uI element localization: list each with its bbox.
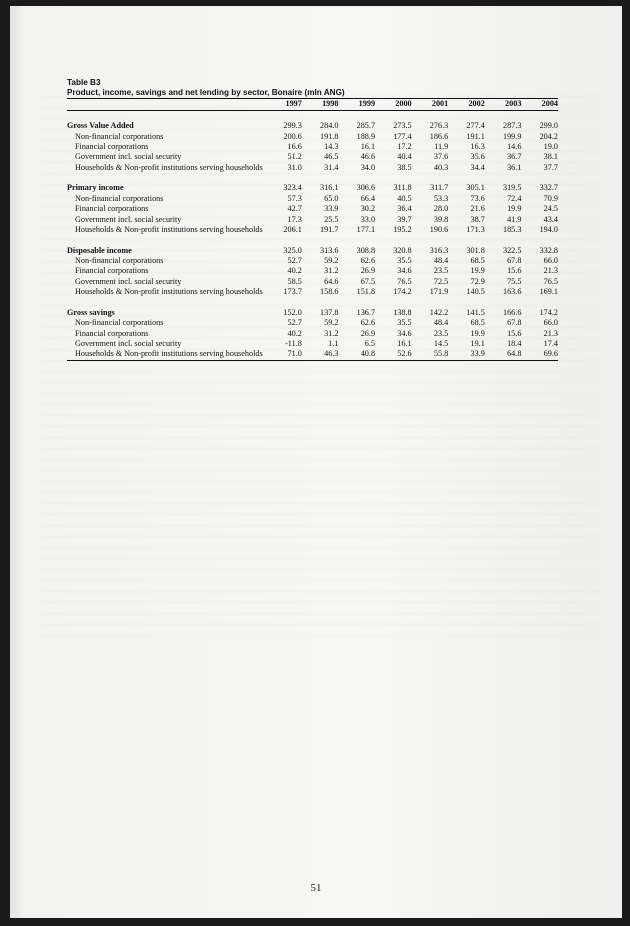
group-total-row bbox=[67, 121, 558, 131]
value-cell: 52.7 bbox=[287, 256, 302, 266]
value-cell: 75.5 bbox=[507, 276, 522, 286]
year-header: 2001 bbox=[431, 99, 449, 109]
table-row bbox=[67, 287, 558, 297]
value-cell: 188.9 bbox=[356, 131, 376, 141]
row-label: Households & Non-profit institutions serving households bbox=[75, 287, 263, 297]
value-cell: 140.5 bbox=[466, 287, 485, 297]
value-cell: 316.1 bbox=[320, 183, 339, 193]
value-cell: 33.9 bbox=[470, 349, 485, 359]
table-row bbox=[67, 163, 558, 173]
value-cell: 21.3 bbox=[543, 328, 558, 338]
row-label: Government incl. social security bbox=[75, 339, 182, 349]
value-cell: 142.2 bbox=[429, 307, 449, 317]
value-cell: 311.7 bbox=[430, 183, 449, 193]
value-cell: 66.0 bbox=[543, 318, 558, 328]
value-cell: 16.1 bbox=[397, 339, 412, 349]
value-cell: 141.5 bbox=[466, 307, 485, 317]
value-cell: 55.8 bbox=[433, 349, 449, 359]
value-cell: 14.3 bbox=[324, 142, 339, 151]
value-cell: 273.5 bbox=[393, 121, 412, 131]
row-label: Households & Non-profit institutions serving households bbox=[75, 225, 263, 235]
value-cell: 59.2 bbox=[324, 318, 339, 328]
value-cell: 33.0 bbox=[360, 214, 376, 224]
year-header: 1999 bbox=[358, 99, 376, 109]
value-cell: 163.6 bbox=[502, 287, 522, 297]
group-heading: Gross savings bbox=[67, 307, 115, 317]
value-cell: 31.4 bbox=[324, 162, 339, 172]
value-cell: 311.8 bbox=[393, 183, 412, 193]
value-cell: 48.4 bbox=[433, 318, 449, 328]
table-row bbox=[67, 266, 558, 276]
value-cell: 64.8 bbox=[507, 349, 522, 359]
value-cell: 299.3 bbox=[283, 121, 302, 131]
value-cell: 322.5 bbox=[502, 245, 522, 255]
value-cell: 301.8 bbox=[466, 245, 485, 255]
value-cell: 58.5 bbox=[287, 276, 302, 286]
value-cell: 53.3 bbox=[433, 193, 449, 203]
value-cell: 40.8 bbox=[360, 349, 376, 359]
table-row bbox=[67, 256, 558, 266]
spacer-row bbox=[67, 111, 558, 122]
value-cell: 23.5 bbox=[433, 328, 449, 338]
value-cell: 67.8 bbox=[507, 318, 522, 328]
value-cell: 36.4 bbox=[397, 204, 412, 214]
value-cell: 26.9 bbox=[360, 266, 376, 276]
value-cell: 152.0 bbox=[283, 307, 302, 317]
value-cell: 40.5 bbox=[397, 193, 412, 203]
group-total-row bbox=[67, 246, 558, 256]
value-cell: 73.6 bbox=[470, 193, 485, 203]
value-cell: 69.6 bbox=[543, 349, 558, 359]
row-label: Government incl. social security bbox=[75, 152, 182, 162]
value-cell: 40.4 bbox=[397, 152, 412, 162]
value-cell: 72.5 bbox=[433, 276, 449, 286]
value-cell: 51.2 bbox=[287, 152, 302, 162]
value-cell: 40.3 bbox=[433, 162, 449, 172]
value-cell: 284.0 bbox=[320, 121, 339, 131]
group-heading: Gross Value Added bbox=[67, 121, 134, 131]
value-cell: 33.9 bbox=[324, 204, 339, 214]
value-cell: 14.6 bbox=[507, 142, 522, 151]
table-title: Product, income, savings and net lending by sector, Bonaire (mln ANG) bbox=[67, 88, 345, 97]
row-label: Non-financial corporations bbox=[75, 131, 164, 141]
spacer-cell bbox=[67, 235, 558, 245]
value-cell: 52.6 bbox=[397, 349, 412, 359]
value-cell: 195.2 bbox=[393, 225, 412, 235]
value-cell: 206.1 bbox=[283, 225, 302, 235]
value-cell: 40.2 bbox=[287, 328, 302, 338]
row-label: Financial corporations bbox=[75, 142, 149, 151]
value-cell: 43.4 bbox=[543, 214, 558, 224]
table-row bbox=[67, 204, 558, 214]
page-number: 51 bbox=[310, 882, 322, 894]
value-cell: 17.4 bbox=[543, 339, 558, 349]
value-cell: 277.4 bbox=[466, 121, 485, 131]
value-cell: 38.7 bbox=[470, 214, 485, 224]
value-cell: 23.5 bbox=[433, 266, 449, 276]
value-cell: 204.2 bbox=[539, 131, 558, 141]
value-cell: 66.4 bbox=[360, 193, 376, 203]
value-cell: 313.6 bbox=[320, 245, 339, 255]
value-cell: 191.8 bbox=[320, 131, 339, 141]
value-cell: 285.7 bbox=[356, 121, 376, 131]
value-cell: 24.5 bbox=[543, 204, 558, 214]
value-cell: 57.3 bbox=[287, 193, 302, 203]
value-cell: 319.5 bbox=[502, 183, 522, 193]
value-cell: 41.9 bbox=[507, 214, 522, 224]
value-cell: 151.8 bbox=[356, 287, 376, 297]
row-label: Non-financial corporations bbox=[75, 318, 164, 328]
value-cell: 16.3 bbox=[470, 142, 485, 151]
value-cell: 35.5 bbox=[397, 256, 412, 266]
year-header: 2002 bbox=[468, 99, 485, 109]
value-cell: 308.8 bbox=[356, 245, 376, 255]
value-cell: 158.6 bbox=[320, 287, 339, 297]
value-cell: 191.7 bbox=[320, 225, 339, 235]
value-cell: 316.3 bbox=[429, 245, 449, 255]
table-row bbox=[67, 142, 558, 152]
value-cell: 174.2 bbox=[393, 287, 412, 297]
value-cell: 62.6 bbox=[360, 256, 376, 266]
spacer-cell bbox=[67, 111, 558, 122]
value-cell: 30.2 bbox=[360, 204, 376, 214]
value-cell: 46.6 bbox=[360, 152, 376, 162]
value-cell: 66.0 bbox=[543, 256, 558, 266]
value-cell: 35.6 bbox=[470, 152, 485, 162]
table-row bbox=[67, 152, 558, 162]
spacer-row bbox=[67, 298, 558, 308]
row-label: Government incl. social security bbox=[75, 276, 182, 286]
header-label-cell bbox=[67, 99, 265, 111]
value-cell: -11.8 bbox=[285, 339, 302, 349]
table-body bbox=[67, 111, 558, 361]
year-header: 1997 bbox=[285, 99, 302, 109]
value-cell: 31.2 bbox=[324, 328, 339, 338]
value-cell: 173.7 bbox=[283, 287, 302, 297]
value-cell: 138.8 bbox=[393, 307, 412, 317]
value-cell: 25.5 bbox=[324, 214, 339, 224]
value-cell: 16.6 bbox=[287, 142, 302, 151]
value-cell: 323.4 bbox=[283, 183, 302, 193]
value-cell: 6.5 bbox=[364, 339, 376, 349]
value-cell: 276.3 bbox=[429, 121, 449, 131]
value-cell: 39.7 bbox=[397, 214, 412, 224]
value-cell: 305.1 bbox=[466, 183, 485, 193]
row-label: Households & Non-profit institutions serving households bbox=[75, 162, 263, 172]
row-label: Non-financial corporations bbox=[75, 193, 164, 203]
value-cell: 26.9 bbox=[360, 328, 376, 338]
value-cell: 46.3 bbox=[324, 349, 339, 359]
value-cell: 21.3 bbox=[543, 266, 558, 276]
table-row bbox=[67, 194, 558, 204]
value-cell: 35.5 bbox=[397, 318, 412, 328]
spacer-cell bbox=[67, 173, 558, 183]
value-cell: 36.7 bbox=[507, 152, 522, 162]
value-cell: 38.1 bbox=[543, 152, 558, 162]
value-cell: 171.3 bbox=[466, 225, 485, 235]
value-cell: 11.9 bbox=[434, 142, 449, 151]
value-cell: 18.4 bbox=[507, 339, 522, 349]
row-label: Financial corporations bbox=[75, 266, 149, 276]
value-cell: 21.6 bbox=[470, 204, 485, 214]
value-cell: 71.0 bbox=[287, 349, 302, 359]
row-label: Non-financial corporations bbox=[75, 256, 164, 266]
year-header: 2003 bbox=[505, 99, 522, 109]
value-cell: 37.7 bbox=[543, 162, 558, 172]
data-table bbox=[67, 98, 558, 361]
table-row bbox=[67, 277, 558, 287]
value-cell: 17.3 bbox=[287, 214, 302, 224]
value-cell: 1.1 bbox=[328, 339, 339, 349]
table-row bbox=[67, 225, 558, 235]
value-cell: 299.0 bbox=[539, 121, 558, 131]
value-cell: 136.7 bbox=[356, 307, 376, 317]
value-cell: 190.6 bbox=[429, 225, 449, 235]
value-cell: 48.4 bbox=[433, 256, 449, 266]
value-cell: 72.9 bbox=[470, 276, 485, 286]
value-cell: 177.1 bbox=[356, 225, 376, 235]
value-cell: 38.5 bbox=[397, 162, 412, 172]
value-cell: 31.2 bbox=[324, 266, 339, 276]
value-cell: 332.7 bbox=[539, 183, 558, 193]
value-cell: 34.6 bbox=[397, 266, 412, 276]
value-cell: 37.6 bbox=[433, 152, 449, 162]
value-cell: 332.8 bbox=[539, 245, 558, 255]
spacer-row bbox=[67, 235, 558, 245]
value-cell: 40.2 bbox=[287, 266, 302, 276]
table-header-row bbox=[67, 99, 558, 111]
value-cell: 200.6 bbox=[283, 131, 302, 141]
spacer-cell bbox=[67, 298, 558, 308]
value-cell: 287.3 bbox=[502, 121, 522, 131]
row-label: Financial corporations bbox=[75, 204, 149, 214]
value-cell: 191.1 bbox=[466, 131, 485, 141]
year-header: 1998 bbox=[322, 99, 339, 109]
value-cell: 19.1 bbox=[470, 339, 485, 349]
row-label: Financial corporations bbox=[75, 328, 149, 338]
value-cell: 325.0 bbox=[283, 245, 302, 255]
group-heading: Primary income bbox=[67, 183, 124, 193]
row-label: Households & Non-profit institutions serving households bbox=[75, 349, 263, 359]
table-row bbox=[67, 329, 558, 339]
value-cell: 320.8 bbox=[393, 245, 412, 255]
table-row bbox=[67, 132, 558, 142]
table-row bbox=[67, 318, 558, 328]
value-cell: 14.5 bbox=[433, 339, 449, 349]
value-cell: 34.0 bbox=[360, 162, 376, 172]
table-caption bbox=[67, 78, 345, 98]
value-cell: 36.1 bbox=[507, 162, 522, 172]
value-cell: 17.2 bbox=[397, 142, 412, 151]
value-cell: 64.6 bbox=[324, 276, 339, 286]
value-cell: 166.6 bbox=[502, 307, 522, 317]
value-cell: 76.5 bbox=[543, 276, 558, 286]
group-heading: Disposable income bbox=[67, 245, 132, 255]
value-cell: 186.6 bbox=[429, 131, 449, 141]
value-cell: 199.9 bbox=[502, 131, 522, 141]
value-cell: 65.0 bbox=[324, 193, 339, 203]
value-cell: 15.6 bbox=[507, 266, 522, 276]
value-cell: 306.6 bbox=[356, 183, 376, 193]
value-cell: 137.8 bbox=[320, 307, 339, 317]
value-cell: 174.2 bbox=[539, 307, 558, 317]
value-cell: 42.7 bbox=[287, 204, 302, 214]
table-row bbox=[67, 215, 558, 225]
value-cell: 62.6 bbox=[360, 318, 376, 328]
value-cell: 59.2 bbox=[324, 256, 339, 266]
group-total-row bbox=[67, 308, 558, 318]
value-cell: 19.9 bbox=[507, 204, 522, 214]
table-id: Table B3 bbox=[67, 78, 101, 87]
year-header: 2000 bbox=[395, 99, 412, 109]
spacer-row bbox=[67, 173, 558, 183]
table-row bbox=[67, 339, 558, 349]
value-cell: 76.5 bbox=[397, 276, 412, 286]
value-cell: 15.6 bbox=[507, 328, 522, 338]
value-cell: 70.9 bbox=[543, 193, 558, 203]
value-cell: 171.9 bbox=[429, 287, 449, 297]
document-page bbox=[10, 6, 622, 918]
value-cell: 34.6 bbox=[397, 328, 412, 338]
group-total-row bbox=[67, 183, 558, 193]
value-cell: 31.0 bbox=[287, 162, 302, 172]
value-cell: 72.4 bbox=[507, 193, 522, 203]
table-row bbox=[67, 349, 558, 360]
value-cell: 177.4 bbox=[393, 131, 412, 141]
value-cell: 52.7 bbox=[287, 318, 302, 328]
value-cell: 185.3 bbox=[502, 225, 522, 235]
value-cell: 16.1 bbox=[360, 142, 376, 151]
value-cell: 68.5 bbox=[470, 318, 485, 328]
value-cell: 194.0 bbox=[539, 225, 558, 235]
value-cell: 67.8 bbox=[507, 256, 522, 266]
value-cell: 68.5 bbox=[470, 256, 485, 266]
value-cell: 67.5 bbox=[360, 276, 376, 286]
row-label: Government incl. social security bbox=[75, 214, 182, 224]
value-cell: 19.9 bbox=[470, 328, 485, 338]
year-header: 2004 bbox=[541, 99, 558, 109]
value-cell: 34.4 bbox=[470, 162, 485, 172]
value-cell: 28.0 bbox=[433, 204, 449, 214]
value-cell: 19.9 bbox=[470, 266, 485, 276]
value-cell: 46.5 bbox=[324, 152, 339, 162]
value-cell: 19.0 bbox=[543, 142, 558, 151]
value-cell: 39.8 bbox=[433, 214, 449, 224]
value-cell: 169.1 bbox=[539, 287, 558, 297]
